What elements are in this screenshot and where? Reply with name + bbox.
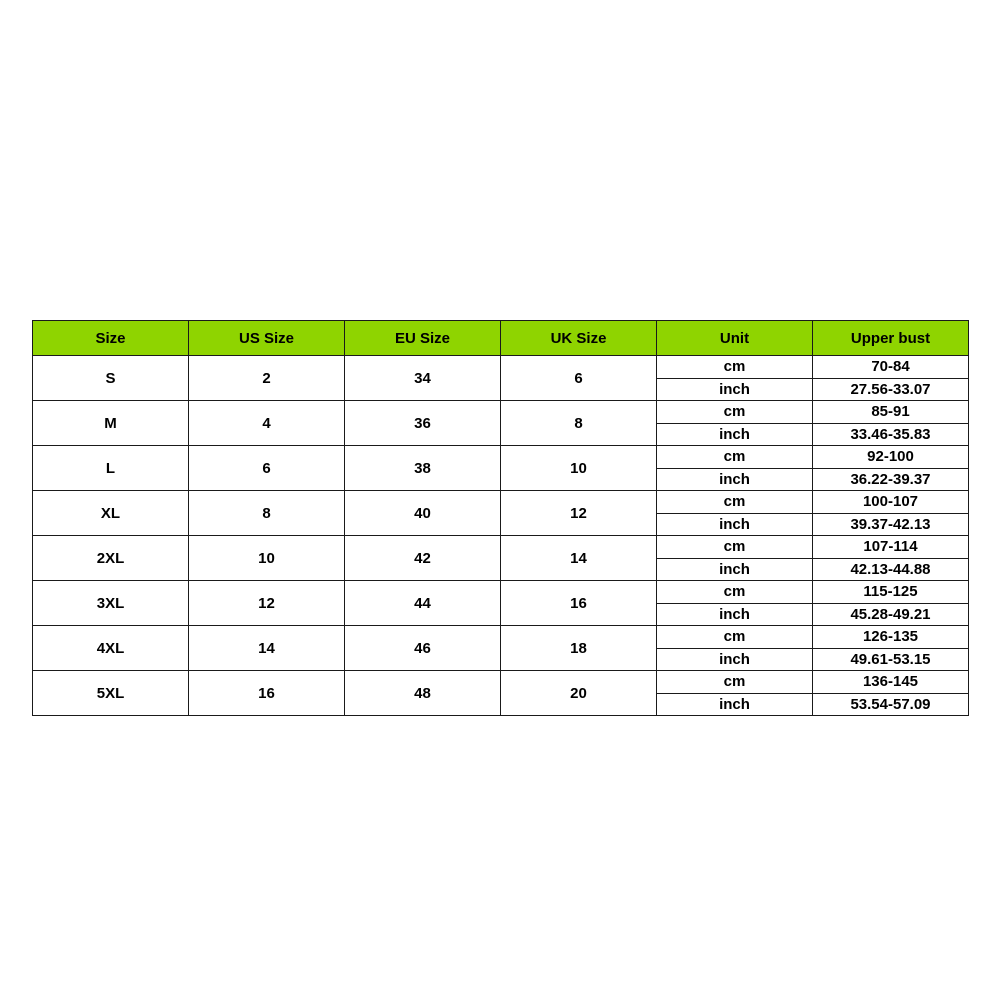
us-size-cell: 16 xyxy=(189,671,345,716)
size-cell: 2XL xyxy=(33,536,189,581)
size-cell: XL xyxy=(33,491,189,536)
unit-inch-cell: inch xyxy=(657,423,813,446)
upper-bust-cm-cell: 136-145 xyxy=(813,671,969,694)
upper-bust-inch-cell: 53.54-57.09 xyxy=(813,693,969,716)
us-size-cell: 8 xyxy=(189,491,345,536)
unit-inch-cell: inch xyxy=(657,603,813,626)
uk-size-cell: 10 xyxy=(501,446,657,491)
us-size-cell: 10 xyxy=(189,536,345,581)
unit-cm-cell: cm xyxy=(657,401,813,424)
eu-size-cell: 42 xyxy=(345,536,501,581)
upper-bust-inch-cell: 36.22-39.37 xyxy=(813,468,969,491)
size-cell: 5XL xyxy=(33,671,189,716)
us-size-cell: 2 xyxy=(189,356,345,401)
upper-bust-cm-cell: 126-135 xyxy=(813,626,969,649)
size-cell: 3XL xyxy=(33,581,189,626)
table-row xyxy=(33,401,969,424)
upper-bust-cm-cell: 70-84 xyxy=(813,356,969,379)
table-row xyxy=(33,581,969,604)
table-row xyxy=(33,626,969,649)
header-unit: Unit xyxy=(657,321,813,356)
us-size-cell: 6 xyxy=(189,446,345,491)
uk-size-cell: 8 xyxy=(501,401,657,446)
uk-size-cell: 6 xyxy=(501,356,657,401)
unit-inch-cell: inch xyxy=(657,378,813,401)
eu-size-cell: 46 xyxy=(345,626,501,671)
header-uk-size: UK Size xyxy=(501,321,657,356)
eu-size-cell: 34 xyxy=(345,356,501,401)
uk-size-cell: 18 xyxy=(501,626,657,671)
upper-bust-cm-cell: 107-114 xyxy=(813,536,969,559)
upper-bust-inch-cell: 33.46-35.83 xyxy=(813,423,969,446)
upper-bust-inch-cell: 27.56-33.07 xyxy=(813,378,969,401)
upper-bust-inch-cell: 42.13-44.88 xyxy=(813,558,969,581)
eu-size-cell: 36 xyxy=(345,401,501,446)
upper-bust-cm-cell: 92-100 xyxy=(813,446,969,469)
table-row xyxy=(33,536,969,559)
us-size-cell: 14 xyxy=(189,626,345,671)
table-row xyxy=(33,491,969,514)
size-chart-table xyxy=(32,320,969,716)
table-body xyxy=(33,356,969,716)
unit-cm-cell: cm xyxy=(657,626,813,649)
header-eu-size: EU Size xyxy=(345,321,501,356)
table-header xyxy=(33,321,969,356)
eu-size-cell: 40 xyxy=(345,491,501,536)
size-cell: 4XL xyxy=(33,626,189,671)
size-cell: S xyxy=(33,356,189,401)
uk-size-cell: 20 xyxy=(501,671,657,716)
unit-inch-cell: inch xyxy=(657,513,813,536)
us-size-cell: 4 xyxy=(189,401,345,446)
eu-size-cell: 44 xyxy=(345,581,501,626)
unit-cm-cell: cm xyxy=(657,446,813,469)
uk-size-cell: 12 xyxy=(501,491,657,536)
us-size-cell: 12 xyxy=(189,581,345,626)
uk-size-cell: 16 xyxy=(501,581,657,626)
upper-bust-inch-cell: 45.28-49.21 xyxy=(813,603,969,626)
uk-size-cell: 14 xyxy=(501,536,657,581)
size-cell: L xyxy=(33,446,189,491)
size-cell: M xyxy=(33,401,189,446)
header-size: Size xyxy=(33,321,189,356)
upper-bust-inch-cell: 39.37-42.13 xyxy=(813,513,969,536)
unit-inch-cell: inch xyxy=(657,693,813,716)
upper-bust-inch-cell: 49.61-53.15 xyxy=(813,648,969,671)
eu-size-cell: 38 xyxy=(345,446,501,491)
table-row xyxy=(33,356,969,379)
unit-cm-cell: cm xyxy=(657,536,813,559)
header-us-size: US Size xyxy=(189,321,345,356)
upper-bust-cm-cell: 85-91 xyxy=(813,401,969,424)
unit-cm-cell: cm xyxy=(657,356,813,379)
unit-inch-cell: inch xyxy=(657,558,813,581)
unit-cm-cell: cm xyxy=(657,491,813,514)
unit-cm-cell: cm xyxy=(657,671,813,694)
unit-inch-cell: inch xyxy=(657,468,813,491)
unit-inch-cell: inch xyxy=(657,648,813,671)
eu-size-cell: 48 xyxy=(345,671,501,716)
header-upper-bust: Upper bust xyxy=(813,321,969,356)
upper-bust-cm-cell: 100-107 xyxy=(813,491,969,514)
header-row xyxy=(33,321,969,356)
table-row xyxy=(33,446,969,469)
table-row xyxy=(33,671,969,694)
upper-bust-cm-cell: 115-125 xyxy=(813,581,969,604)
unit-cm-cell: cm xyxy=(657,581,813,604)
